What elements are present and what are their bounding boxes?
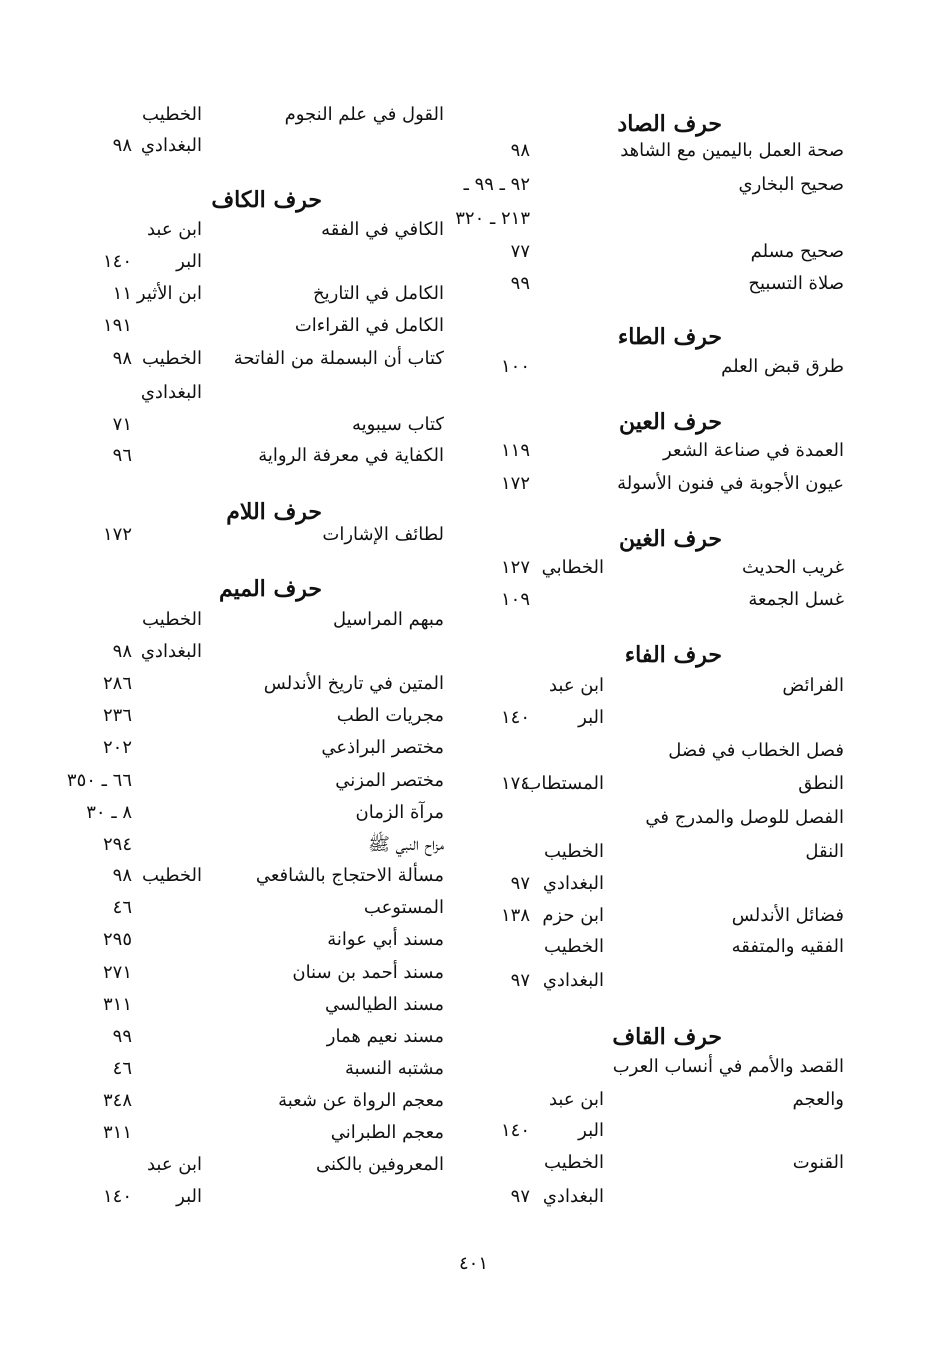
entry-pages: ٢٠٢ <box>102 737 132 758</box>
entry-author: الخطيب <box>544 841 604 862</box>
entry-author: البغدادي <box>542 873 604 894</box>
entry-title: مزاح النبي ﷺ <box>368 834 444 855</box>
entry-pages: ٢٧١ <box>102 962 132 983</box>
entry-pages: ٤٦ <box>112 1058 132 1079</box>
entry-title: فصل الخطاب في فضل <box>668 740 844 761</box>
entry-pages: ١٩١ <box>102 315 132 336</box>
entry-pages: ٢٨٦ <box>102 673 132 694</box>
entry-author: ابن عبد <box>146 1154 202 1175</box>
entry-title: لطائف الإشارات <box>322 524 444 545</box>
entry-title: صلاة التسبيح <box>748 273 844 294</box>
entry-author: الخطابي <box>541 557 604 578</box>
entry-pages: ٣١١ <box>102 1122 132 1143</box>
entry-pages: ١٠٠ <box>500 356 530 377</box>
entry-title: مختصر المزني <box>335 770 444 791</box>
entry-author: الخطيب <box>142 348 202 369</box>
entry-title: معجم الرواة عن شعبة <box>278 1090 444 1111</box>
entry-author: البغدادي <box>140 135 202 156</box>
entry-author: البغدادي <box>140 382 202 403</box>
entry-author: ابن عبد <box>548 675 604 696</box>
entry-title: الفصل للوصل والمدرج في <box>645 807 844 828</box>
section-heading: حرف العين <box>618 409 722 435</box>
entry-author: ابن الأثير <box>136 283 202 304</box>
entry-title: النطق <box>798 773 844 794</box>
entry-pages: ٩٩ <box>112 1026 132 1047</box>
entry-title: مسألة الاحتجاج بالشافعي <box>255 865 444 886</box>
entry-author: البغدادي <box>542 970 604 991</box>
entry-title: النقل <box>805 841 844 862</box>
entry-pages: ٢٩٥ <box>102 929 132 950</box>
entry-pages: ٩٨ <box>112 641 132 662</box>
entry-pages: ٩٧ <box>510 1186 530 1207</box>
entry-pages: ٩٧ <box>510 873 530 894</box>
entry-pages: ٣١١ <box>102 994 132 1015</box>
entry-title: المعروفين بالكنى <box>315 1154 444 1175</box>
entry-title: مجريات الطب <box>336 705 444 726</box>
entry-author: الخطيب <box>142 104 202 125</box>
entry-pages: ١١٩ <box>500 440 530 461</box>
section-heading: حرف الصاد <box>617 111 722 137</box>
entry-pages: ١١ <box>112 283 132 304</box>
entry-author: الخطيب <box>142 609 202 630</box>
entry-title: الفرائض <box>782 675 844 696</box>
entry-pages: ٧٧ <box>510 241 530 262</box>
entry-title: مسند أحمد بن سنان <box>292 962 444 983</box>
entry-pages: ٩٩ <box>510 273 530 294</box>
entry-title: صحة العمل باليمين مع الشاهد <box>620 140 844 161</box>
entry-title: مبهم المراسيل <box>332 609 444 630</box>
entry-pages: ١٤٠ <box>500 707 530 728</box>
entry-author: البغدادي <box>542 1186 604 1207</box>
entry-author: المستطاب <box>524 773 604 794</box>
page-number: ٤٠١ <box>458 1253 488 1274</box>
entry-author: البر <box>578 1120 604 1141</box>
entry-title: مسند الطيالسي <box>324 994 444 1015</box>
entry-title: مرآة الزمان <box>355 802 444 823</box>
entry-title: القنوت <box>792 1152 844 1173</box>
entry-title: القول في علم النجوم <box>284 104 444 125</box>
entry-author: ابن عبد <box>548 1089 604 1110</box>
entry-title: غسل الجمعة <box>748 589 844 610</box>
entry-title: القصد والأمم في أنساب العرب <box>612 1056 844 1077</box>
entry-title: الكافي في الفقه <box>321 219 444 240</box>
entry-author: الخطيب <box>544 936 604 957</box>
entry-pages: ٩٦ <box>112 445 132 466</box>
entry-title: والعجم <box>792 1089 844 1110</box>
entry-author: ابن عبد <box>146 219 202 240</box>
entry-author: البر <box>176 251 202 272</box>
entry-title: مسند أبي عوانة <box>327 929 444 950</box>
entry-pages: ٩٧ <box>510 970 530 991</box>
entry-pages: ١٤٠ <box>102 251 132 272</box>
entry-author: الخطيب <box>142 865 202 886</box>
section-heading: حرف الميم <box>218 576 322 602</box>
entry-title: الكامل في القراءات <box>294 315 444 336</box>
entry-pages: ٩٨ <box>112 865 132 886</box>
entry-title: مشتبه النسبة <box>345 1058 444 1079</box>
entry-pages: ٩٢ ـ ٩٩ ـ <box>463 174 530 195</box>
entry-pages: ٧١ <box>112 414 132 435</box>
entry-pages: ١٧٢ <box>102 524 132 545</box>
entry-title: كتاب أن البسملة من الفاتحة <box>233 348 444 369</box>
entry-title: عيون الأجوبة في فنون الأسولة <box>617 473 844 494</box>
section-heading: حرف الطاء <box>617 324 722 350</box>
entry-pages: ٢٩٤ <box>102 834 132 855</box>
section-heading: حرف اللام <box>226 499 322 525</box>
entry-pages: ١٧٢ <box>500 473 530 494</box>
entry-pages: ٤٦ <box>112 897 132 918</box>
entry-author: البغدادي <box>140 641 202 662</box>
entry-pages: ٢١٣ ـ ٣٢٠ <box>455 208 530 229</box>
entry-author: الخطيب <box>544 1152 604 1173</box>
section-heading: حرف الغين <box>618 526 722 552</box>
entry-title: فضائل الأندلس <box>731 905 844 926</box>
entry-pages: ٨ ـ ٣٠ <box>86 802 132 823</box>
entry-pages: ٩٨ <box>510 140 530 161</box>
entry-pages: ١٠٩ <box>500 589 530 610</box>
entry-author: البر <box>176 1186 202 1207</box>
entry-title: الكامل في التاريخ <box>313 283 444 304</box>
entry-pages: ١٣٨ <box>500 905 530 926</box>
entry-title: طرق قبض العلم <box>721 356 844 377</box>
entry-title: معجم الطبراني <box>330 1122 444 1143</box>
entry-title: المتين في تاريخ الأندلس <box>263 673 444 694</box>
entry-pages: ١٧٤ <box>500 773 530 794</box>
entry-title: غريب الحديث <box>742 557 844 578</box>
entry-pages: ١٤٠ <box>102 1186 132 1207</box>
entry-title: الفقيه والمتفقه <box>731 936 844 957</box>
entry-title: كتاب سيبويه <box>351 414 444 435</box>
section-heading: حرف القاف <box>612 1024 722 1050</box>
entry-author: البر <box>578 707 604 728</box>
entry-pages: ٢٣٦ <box>102 705 132 726</box>
entry-title: مسند نعيم همار <box>326 1026 444 1047</box>
section-heading: حرف الفاء <box>624 642 722 668</box>
entry-pages: ١٤٠ <box>500 1120 530 1141</box>
entry-pages: ١٢٧ <box>500 557 530 578</box>
entry-title: المستوعب <box>363 897 444 918</box>
entry-title: العمدة في صناعة الشعر <box>663 440 844 461</box>
section-heading: حرف الكاف <box>211 187 322 213</box>
entry-title: مختصر البراذعي <box>321 737 444 758</box>
entry-pages: ٩٨ <box>112 135 132 156</box>
entry-title: صحيح مسلم <box>750 241 844 262</box>
entry-title: صحيح البخاري <box>738 174 844 195</box>
entry-pages: ٩٨ <box>112 348 132 369</box>
entry-title: الكفاية في معرفة الرواية <box>258 445 444 466</box>
entry-pages: ٦٦ ـ ٣٥٠ <box>66 770 132 791</box>
entry-author: ابن حزم <box>542 905 604 926</box>
entry-pages: ٣٤٨ <box>102 1090 132 1111</box>
